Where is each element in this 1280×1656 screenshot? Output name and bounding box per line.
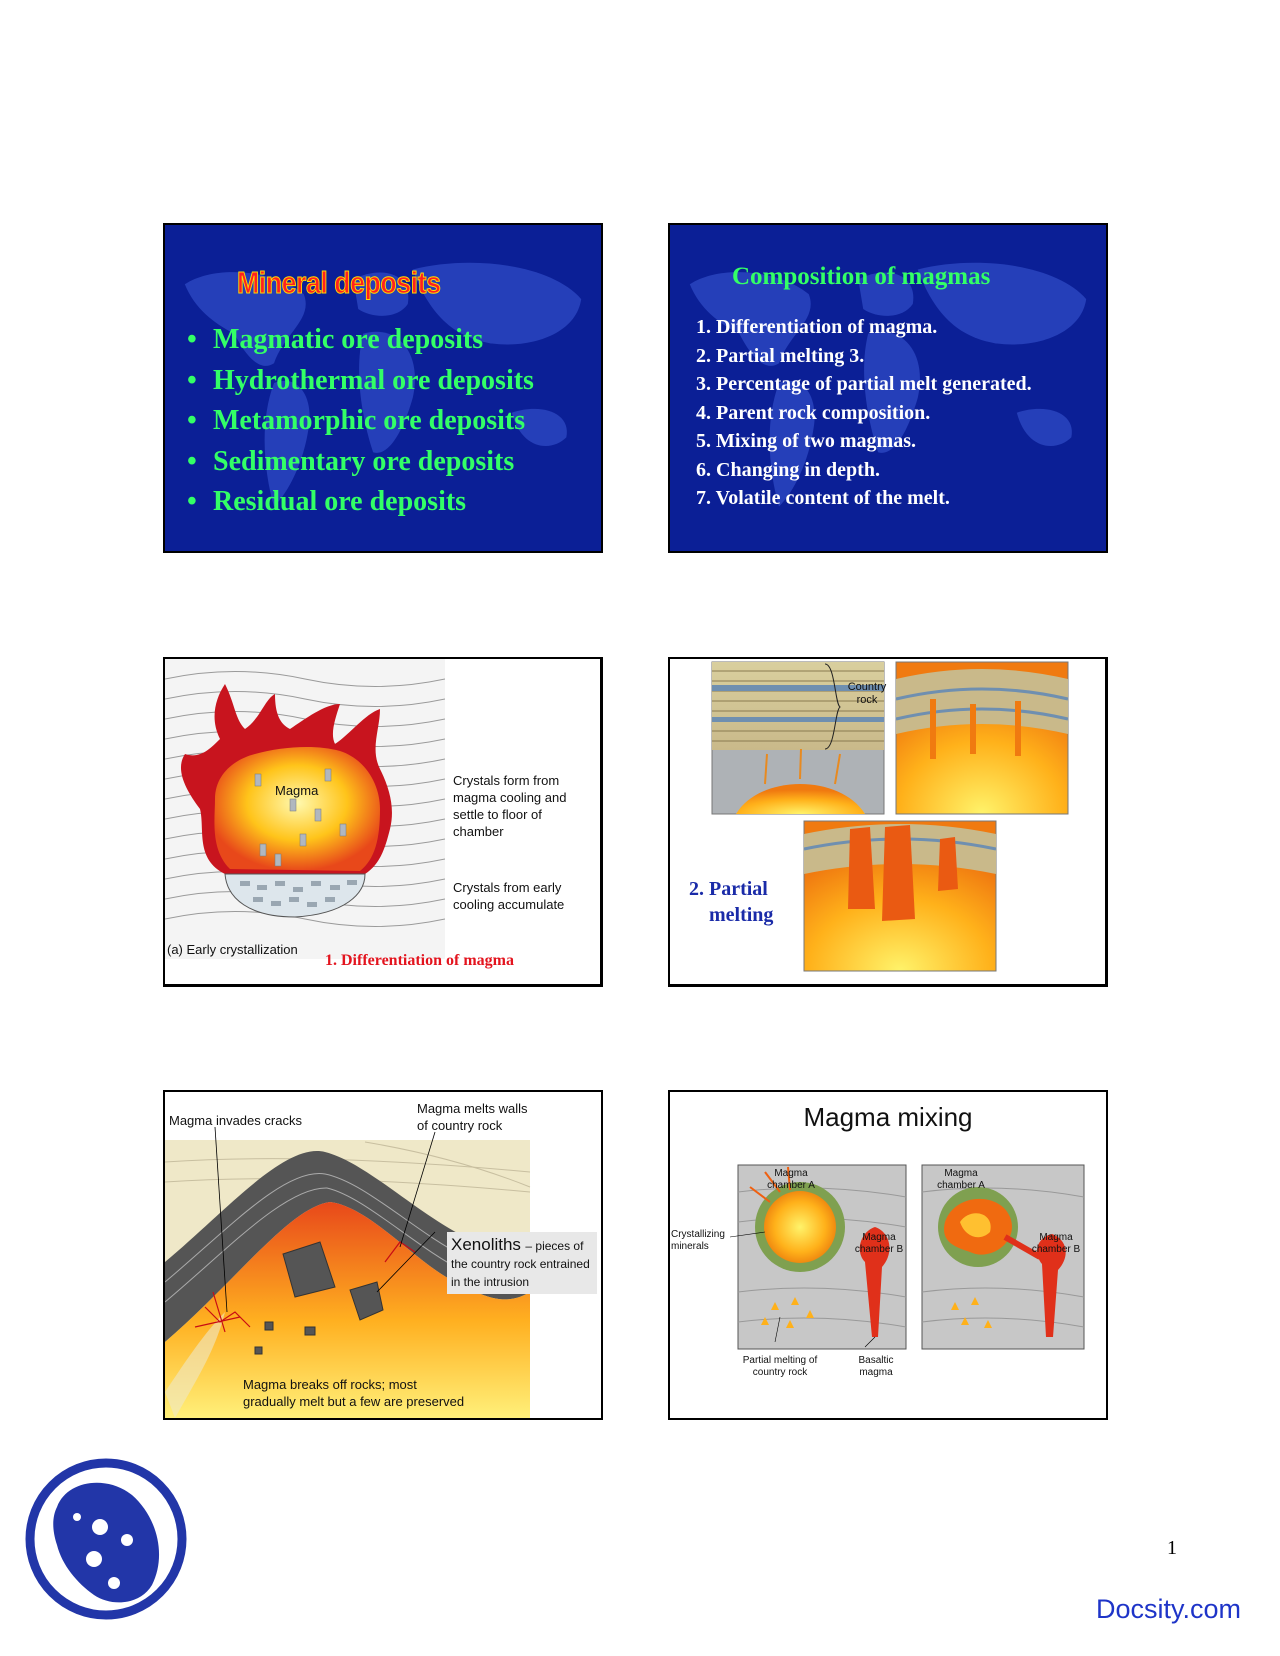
slide-title-line2: melting (709, 904, 774, 926)
magma-label: Magma (275, 783, 319, 798)
list-item: 4. Parent rock composition. (696, 401, 931, 424)
list-item: 2. Partial melting 3. (696, 344, 865, 367)
list-item: 5. Mixing of two magmas. (696, 430, 916, 452)
figure-caption: (a) Early crystallization (167, 942, 298, 957)
invades-cracks-label: Magma invades cracks (169, 1113, 302, 1128)
list-item: • Sedimentary ore deposits (187, 445, 515, 477)
chamber-a-label: Magma chamber A (767, 1168, 815, 1191)
list-item: 6. Changing in depth. (696, 458, 880, 481)
slide-mineral-deposits (163, 223, 603, 553)
slide-partial-melting (668, 657, 1108, 987)
slide-title-line1: 2. Partial (689, 878, 768, 900)
brand-link[interactable]: Docsity.com (1096, 1594, 1242, 1624)
slide-differentiation (163, 657, 603, 987)
crystals-accumulate-label: Crystals from early cooling accumulate (453, 880, 565, 912)
list-item: • Metamorphic ore deposits (187, 405, 526, 436)
breaks-off-label: Magma breaks off rocks; most gradually melt but a few are preserved (243, 1377, 465, 1409)
slide-title: Magma mixing (803, 1102, 973, 1132)
slide-xenoliths (163, 1090, 603, 1420)
panel-rising (896, 662, 1068, 814)
list-item: 1. Differentiation of magma. (696, 316, 938, 338)
slide-magma-mixing (668, 1090, 1108, 1420)
slide-composition-of-magmas (668, 223, 1108, 553)
slide-title: Mineral deposits (237, 265, 441, 300)
basaltic-magma-label: Basaltic magma (858, 1355, 894, 1378)
list-item: • Hydrothermal ore deposits (187, 364, 534, 396)
chamber-b-label: Magma chamber B (854, 1232, 904, 1255)
crystals-settle-label: Crystals form from magma cooling and settle to floor of chamber (453, 773, 567, 839)
panel-melting (804, 821, 996, 971)
composition-list (696, 313, 1032, 513)
xenoliths-heading: Xenoliths (451, 1235, 521, 1254)
xenoliths-description: – pieces of the country rock entrained in the intrusion (451, 1239, 590, 1289)
deposit-list (187, 320, 534, 523)
partial-melting-diagram (670, 659, 1106, 985)
list-item: • Magmatic ore deposits (187, 324, 484, 355)
chamber-a2-label: Magma chamber A (937, 1168, 985, 1191)
chamber-b2-label: Magma chamber B (1031, 1232, 1081, 1255)
slide-title: Composition of magmas (732, 263, 991, 290)
xenoliths-callout (447, 1232, 597, 1294)
list-item: 7. Volatile content of the melt. (696, 487, 950, 509)
list-item: • Residual ore deposits (187, 486, 467, 517)
slide-title: 1. Differentiation of magma (325, 952, 514, 969)
melts-walls-label: Magma melts walls of country rock (417, 1101, 528, 1133)
docsity-logo (22, 1455, 190, 1623)
page-number: 1 (1167, 1537, 1177, 1559)
crystallization-diagram (165, 659, 445, 959)
list-item: 3. Percentage of partial melt generated. (696, 373, 1032, 395)
country-rock-label: Country rock (847, 681, 887, 706)
crystallizing-minerals-label: Crystallizing minerals (671, 1229, 725, 1252)
partial-melting-label: Partial melting of country rock (742, 1355, 818, 1378)
